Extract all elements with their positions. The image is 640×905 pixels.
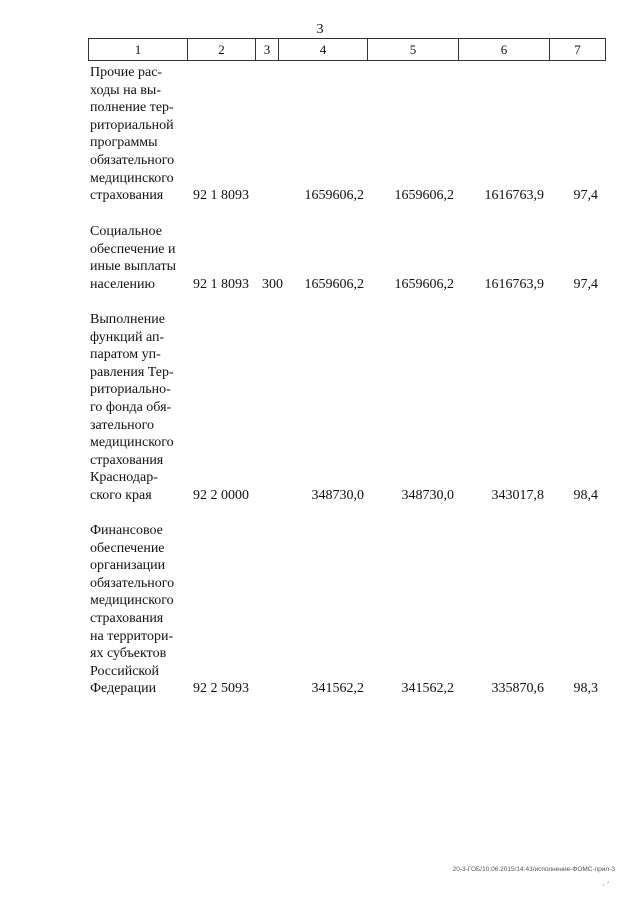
header-col-5: 5 <box>368 39 459 61</box>
row-col6: 335870,6 <box>491 681 544 696</box>
table-header <box>88 38 606 61</box>
header-col-3: 3 <box>256 39 279 61</box>
header-col-4: 4 <box>279 39 368 61</box>
page-number: 3 <box>316 22 324 37</box>
row-col4: 341562,2 <box>311 681 364 696</box>
row-col6: 343017,8 <box>491 488 544 503</box>
row-col5: 1659606,2 <box>394 188 454 203</box>
scan-mark: · ′ <box>602 880 610 890</box>
row-col6: 1616763,9 <box>484 188 544 203</box>
row-code: 92 1 8093 <box>193 277 249 292</box>
row-label: Финансовое обеспечение организации обязательного медицинского страхования на территори- ях субъектов Российской Федерации <box>90 523 175 697</box>
row-col4: 1659606,2 <box>304 188 364 203</box>
row-col7: 98,3 <box>573 681 598 696</box>
row-col4: 1659606,2 <box>304 277 364 292</box>
row-code: 92 2 0000 <box>193 488 249 503</box>
row-code: 92 2 5093 <box>193 681 249 696</box>
row-col7: 98,4 <box>573 488 598 503</box>
row-label: Прочие рас- ходы на вы- полнение тер- риториальной программы обязательного медицинского страхования <box>90 65 175 204</box>
header-col-2: 2 <box>188 39 256 61</box>
row-col6: 1616763,9 <box>484 277 544 292</box>
header-row <box>89 39 606 61</box>
row-label: Социальное обеспечение и иные выплаты населению <box>90 224 176 292</box>
row-label: Выполнение функций ап- паратом уп- равления Тер- риториально- го фонда обя- зательного медицинского страхования Краснодар- ского края <box>90 312 174 503</box>
row-col5: 341562,2 <box>401 681 454 696</box>
header-col-1: 1 <box>89 39 188 61</box>
row-col7: 97,4 <box>573 277 598 292</box>
header-col-7: 7 <box>550 39 606 61</box>
row-col5: 1659606,2 <box>394 277 454 292</box>
document-footer: 20-3-ГОБ/10.06.2015/14:43/исполнение-ФОМС-прил-3 <box>452 866 615 873</box>
row-code: 92 1 8093 <box>193 188 249 203</box>
row-col5: 348730,0 <box>401 488 454 503</box>
header-col-6: 6 <box>459 39 550 61</box>
row-col4: 348730,0 <box>311 488 364 503</box>
row-col7: 97,4 <box>573 188 598 203</box>
row-type: 300 <box>262 277 283 292</box>
